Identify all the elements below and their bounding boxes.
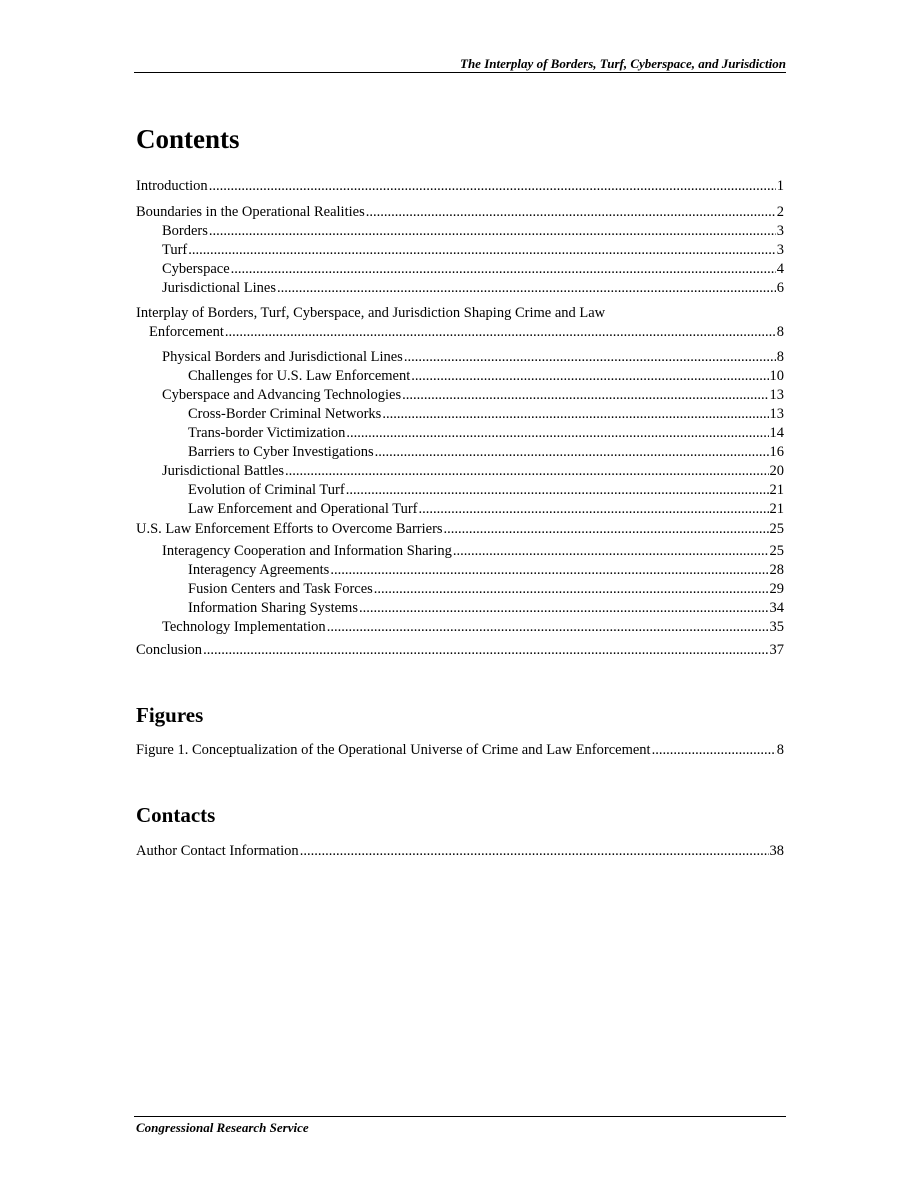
figures-title: Figures	[136, 703, 204, 727]
toc-page-number: 2	[776, 204, 784, 220]
toc-entry-title: Technology Implementation	[162, 619, 326, 635]
toc-entry-interagency-cooperation[interactable]	[136, 542, 784, 561]
toc-entry-challenges[interactable]	[136, 367, 784, 386]
toc-entry-jurisdictional-battles[interactable]	[136, 462, 784, 481]
figure-page-number: 8	[776, 742, 784, 758]
figure-entry[interactable]	[136, 741, 784, 760]
toc-entry-interplay[interactable]	[136, 323, 784, 342]
contact-page-number: 38	[769, 843, 784, 859]
toc-page-number: 28	[769, 562, 784, 578]
toc-entry-title: Interagency Cooperation and Information Sharing	[162, 543, 452, 559]
toc-entry-title: Fusion Centers and Task Forces	[188, 581, 373, 597]
toc-page-number: 34	[769, 600, 784, 616]
leader-dots	[231, 260, 776, 279]
toc-group-boundaries	[136, 203, 784, 298]
toc-entry-fusion-centers[interactable]	[136, 580, 784, 599]
toc-page-number: 37	[769, 642, 784, 658]
contacts-list	[136, 842, 784, 861]
leader-dots	[209, 222, 776, 241]
toc-page-number: 21	[769, 501, 784, 517]
toc-entry-boundaries[interactable]	[136, 203, 784, 222]
footer-publisher: Congressional Research Service	[136, 1120, 309, 1135]
toc-entry-title: Physical Borders and Jurisdictional Lines	[162, 349, 403, 365]
toc-entry-introduction[interactable]	[136, 177, 784, 196]
toc-entry-title: Conclusion	[136, 642, 203, 658]
toc-entry-title: U.S. Law Enforcement Efforts to Overcome Barriers	[136, 521, 443, 537]
leader-dots	[374, 580, 769, 599]
toc-page-number: 3	[776, 223, 784, 239]
toc-group-introduction	[136, 177, 784, 196]
toc-entry-title: Evolution of Criminal Turf	[188, 482, 345, 498]
toc-page-number: 16	[769, 444, 784, 460]
toc-entry-title: Challenges for U.S. Law Enforcement	[188, 368, 411, 384]
toc-page-number: 10	[769, 368, 784, 384]
toc-entry-conclusion[interactable]	[136, 641, 784, 660]
toc-page-number: 4	[776, 261, 784, 277]
toc-entry-title: Enforcement	[149, 324, 224, 340]
leader-dots	[346, 481, 769, 500]
leader-dots	[209, 177, 776, 196]
toc-entry-barriers[interactable]	[136, 443, 784, 462]
toc-page-number: 1	[776, 178, 784, 194]
contact-entry-title: Author Contact Information	[136, 843, 299, 859]
leader-dots	[225, 323, 776, 342]
leader-dots	[402, 386, 768, 405]
toc-entry-cyberspace-tech[interactable]	[136, 386, 784, 405]
toc-entry-title: Barriers to Cyber Investigations	[188, 444, 374, 460]
leader-dots	[300, 842, 769, 861]
leader-dots	[411, 367, 768, 386]
toc-entry-jurisdictional-lines[interactable]	[136, 279, 784, 298]
leader-dots	[330, 561, 768, 580]
toc-page-number: 35	[769, 619, 784, 635]
toc-page-number: 14	[769, 425, 784, 441]
toc-entry-title: Turf	[162, 242, 188, 258]
toc-page-number: 29	[769, 581, 784, 597]
footer-rule	[134, 1116, 786, 1117]
toc-entry-interplay-line1[interactable]: Interplay of Borders, Turf, Cyberspace, and Jurisdiction Shaping Crime and Law	[136, 305, 606, 321]
toc-entry-title: Cross-Border Criminal Networks	[188, 406, 382, 422]
leader-dots	[366, 203, 776, 222]
toc-entry-title: Boundaries in the Operational Realities	[136, 204, 365, 220]
toc-entry-title: Borders	[162, 223, 208, 239]
toc-entry-efforts[interactable]	[136, 520, 784, 539]
toc-entry-cross-border[interactable]	[136, 405, 784, 424]
toc-entry-title: Cyberspace and Advancing Technologies	[162, 387, 402, 403]
toc-entry-borders[interactable]	[136, 222, 784, 241]
leader-dots	[453, 542, 769, 561]
toc-page-number: 8	[776, 349, 784, 365]
toc-entry-technology-implementation[interactable]	[136, 618, 784, 637]
toc-entry-criminal-turf[interactable]	[136, 481, 784, 500]
contacts-title: Contacts	[136, 803, 216, 827]
toc-entry-title: Jurisdictional Lines	[162, 280, 276, 296]
toc-entry-info-sharing-systems[interactable]	[136, 599, 784, 618]
toc-entry-physical-borders[interactable]	[136, 348, 784, 367]
toc-page-number: 20	[769, 463, 784, 479]
toc-page-number: 25	[769, 543, 784, 559]
toc-group-efforts	[136, 520, 784, 637]
toc-entry-operational-turf[interactable]	[136, 500, 784, 519]
leader-dots	[277, 279, 776, 298]
toc-entry-title: Trans-border Victimization	[188, 425, 346, 441]
contact-entry[interactable]	[136, 842, 784, 861]
toc-entry-title: Cyberspace	[162, 261, 230, 277]
leader-dots	[652, 741, 776, 760]
leader-dots	[327, 618, 769, 637]
leader-dots	[382, 405, 768, 424]
toc-entry-turf[interactable]	[136, 241, 784, 260]
contents-title: Contents	[136, 124, 240, 154]
leader-dots	[285, 462, 768, 481]
toc-group-interplay	[136, 304, 784, 519]
toc-page-number: 25	[769, 521, 784, 537]
toc-page-number: 13	[769, 387, 784, 403]
toc-entry-trans-border[interactable]	[136, 424, 784, 443]
figure-entry-title: Figure 1. Conceptualization of the Operational Universe of Crime and Law Enforcement	[136, 742, 651, 758]
toc-page-number: 8	[776, 324, 784, 340]
running-header: The Interplay of Borders, Turf, Cyberspace, and Jurisdiction	[460, 56, 786, 71]
leader-dots	[346, 424, 768, 443]
toc-page-number: 3	[776, 242, 784, 258]
toc-page-number: 21	[769, 482, 784, 498]
toc-page-number: 6	[776, 280, 784, 296]
leader-dots	[188, 241, 775, 260]
toc-entry-interagency-agreements[interactable]	[136, 561, 784, 580]
header-rule	[134, 72, 786, 73]
toc-entry-title: Introduction	[136, 178, 208, 194]
leader-dots	[359, 599, 769, 618]
leader-dots	[419, 500, 769, 519]
leader-dots	[404, 348, 776, 367]
toc-entry-cyberspace[interactable]	[136, 260, 784, 279]
toc-entry-title: Law Enforcement and Operational Turf	[188, 501, 418, 517]
leader-dots	[375, 443, 769, 462]
toc-group-conclusion	[136, 641, 784, 660]
toc-entry-title: Jurisdictional Battles	[162, 463, 285, 479]
toc-entry-title: Interagency Agreements	[188, 562, 330, 578]
figures-list	[136, 741, 784, 760]
leader-dots	[203, 641, 768, 660]
toc-page-number: 13	[769, 406, 784, 422]
toc-entry-title: Information Sharing Systems	[188, 600, 358, 616]
leader-dots	[444, 520, 769, 539]
